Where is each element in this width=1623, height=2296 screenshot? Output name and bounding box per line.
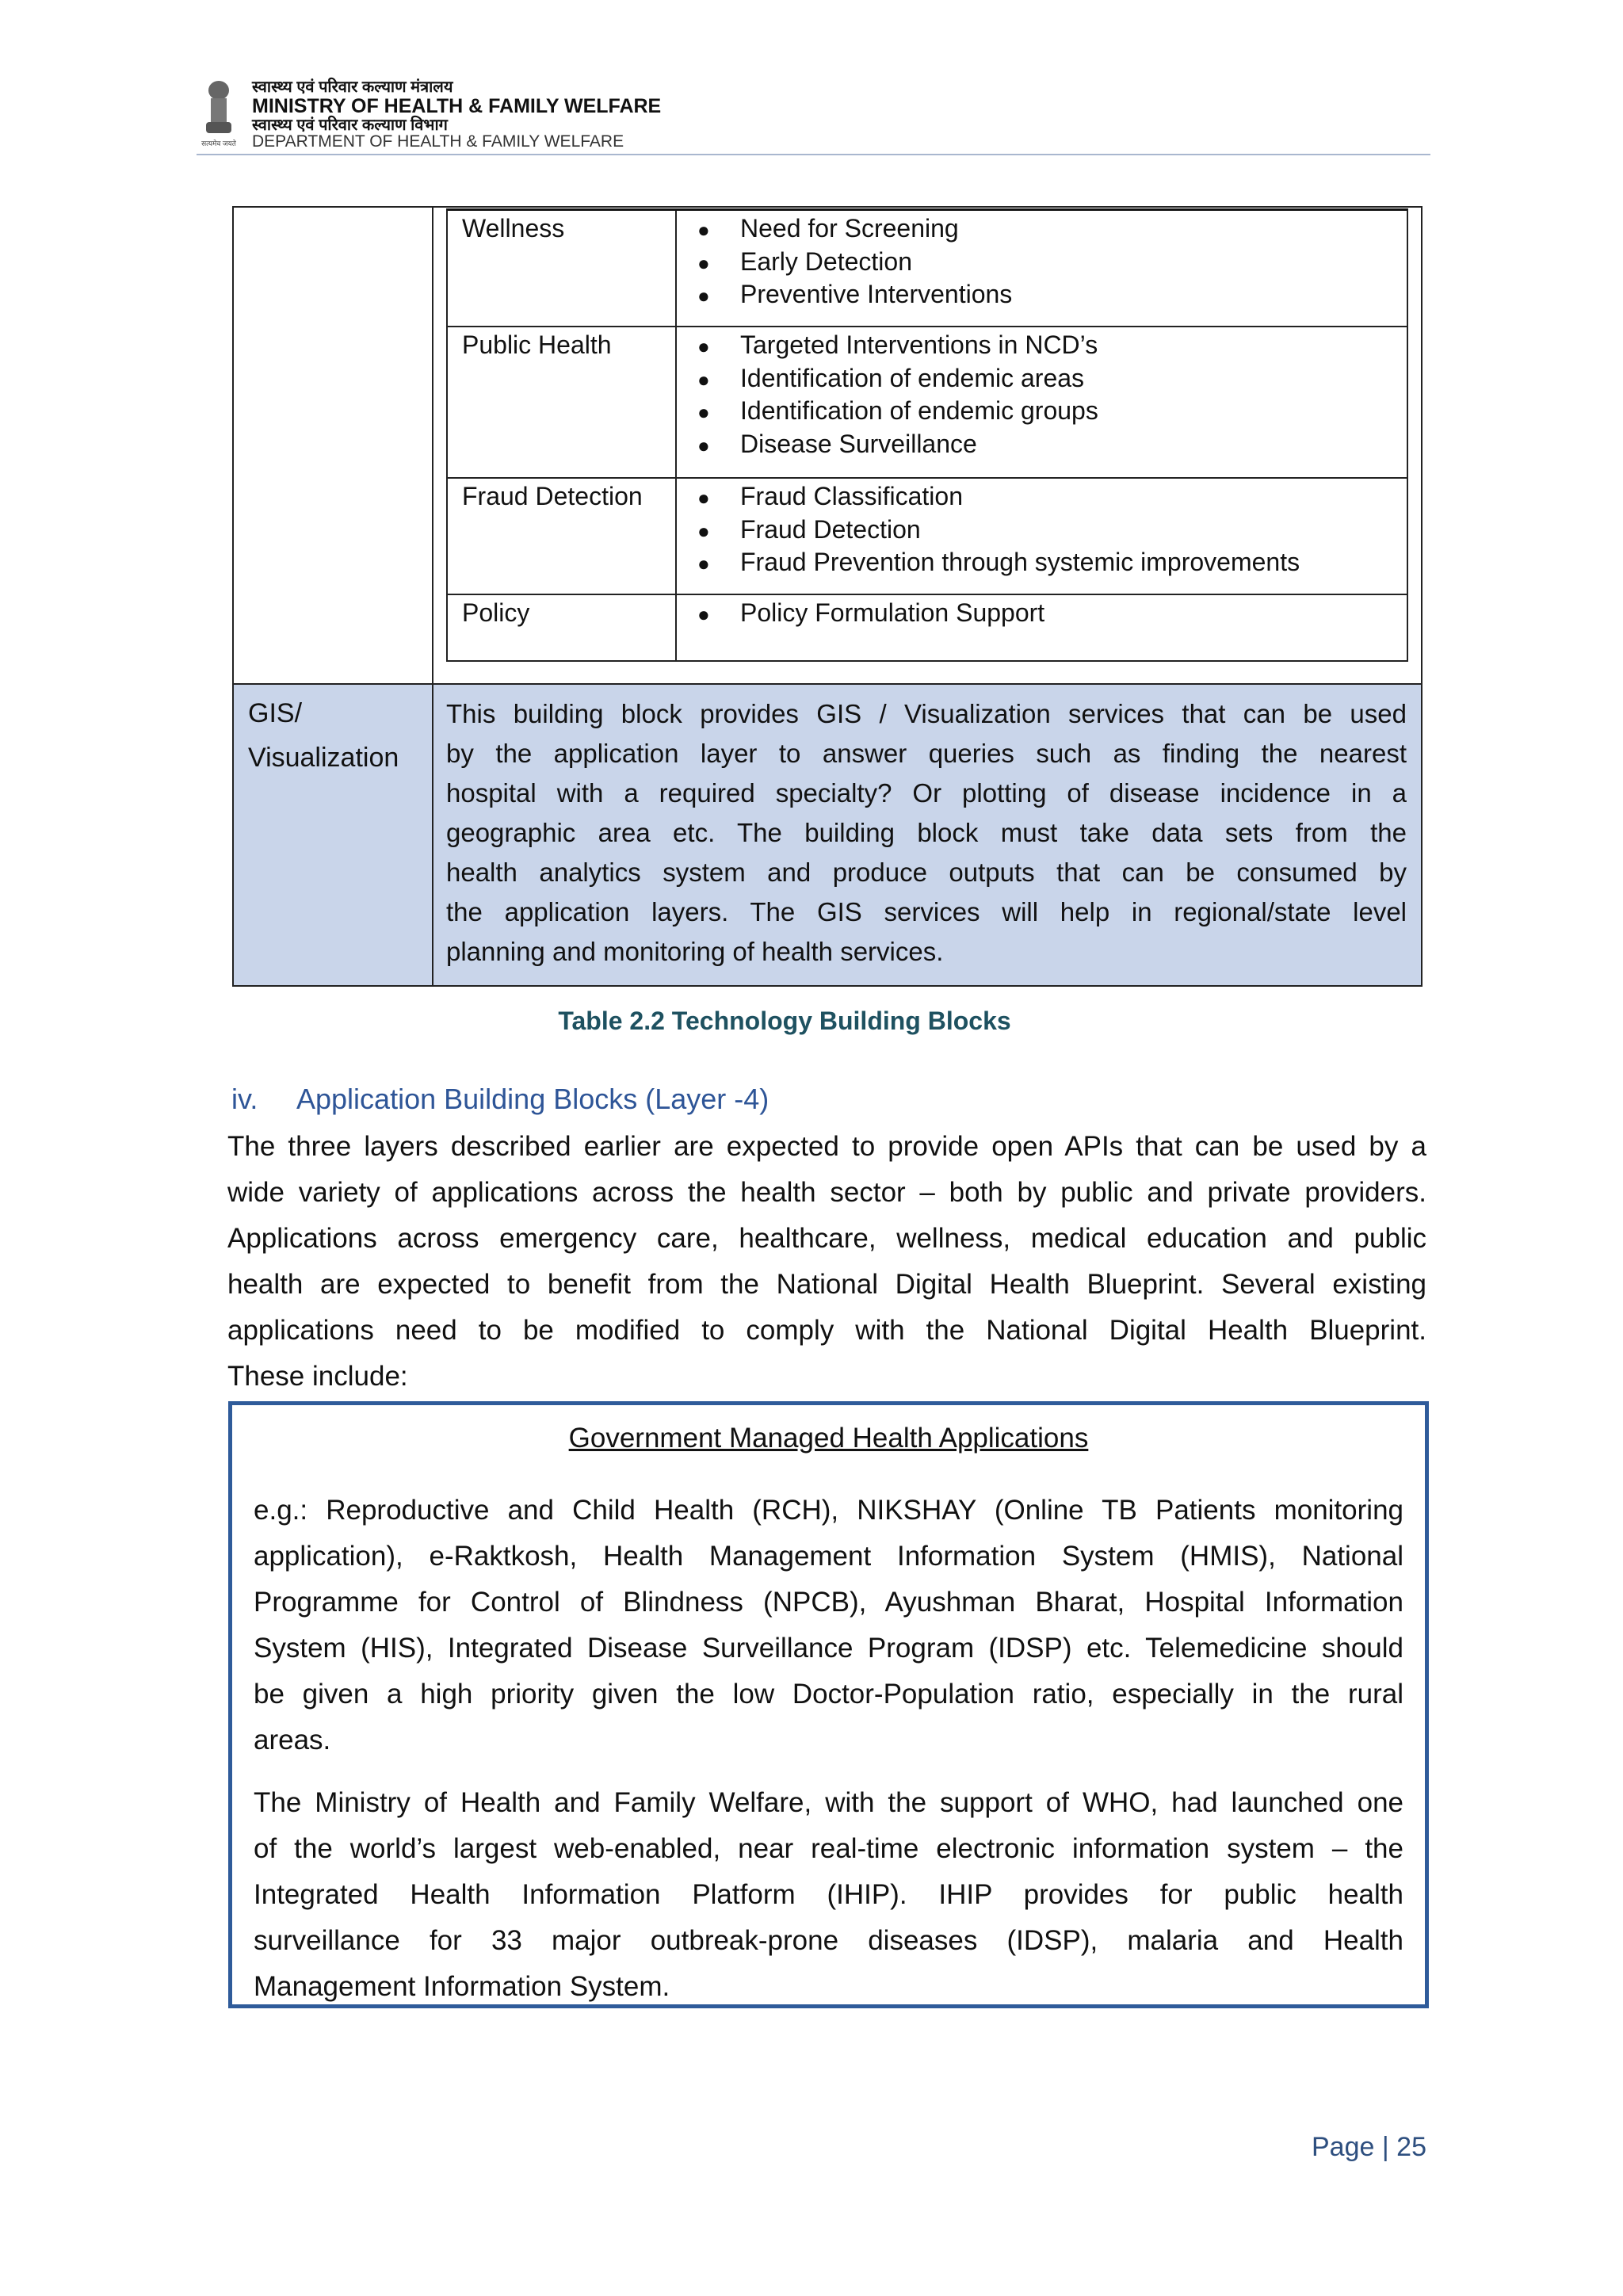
bullet-icon: ● [697,433,710,457]
list-item-text: Need for Screening [740,214,959,243]
list-item [697,278,1012,311]
text-line: e.g.: Reproductive and Child Health (RCH), NIKSHAY (Online TB Patients monitoring [254,1495,1403,1526]
text-line: health are expected to benefit from the National Digital Health Blueprint. Several existing [227,1269,1426,1300]
text-line: the application layers. The GIS services will help in regional/state level [446,897,1407,926]
list-item [697,329,1098,362]
page-separator: | [1381,2132,1389,2162]
gis-label [248,691,399,780]
text-line: application), e-Raktkosh, Health Management Information System (HMIS), National [254,1541,1403,1572]
text-line: health analytics system and produce outputs that can be consumed by [446,858,1407,887]
department-hindi: स्वास्थ्य एवं परिवार कल्याण विभाग [252,117,448,134]
list-item [697,212,1012,246]
table-row [448,595,1407,660]
row-category: Fraud Detection [462,482,643,510]
gis-label-line: Visualization [248,743,399,773]
gis-description [446,694,1407,972]
bullet-list [697,329,1098,460]
bullet-icon: ● [697,367,710,392]
bullet-icon: ● [697,334,710,358]
table-row [448,211,1407,327]
bullet-icon: ● [697,218,710,242]
list-item-text: Identification of endemic areas [740,363,1085,392]
bullet-icon: ● [697,400,710,424]
list-item-text: Fraud Classification [740,482,963,510]
column-divider [675,479,677,594]
analytics-subtable [446,208,1408,662]
text-line: areas. [254,1725,331,1755]
table-row [448,479,1407,595]
ministry-name: MINISTRY OF HEALTH & FAMILY WELFARE [252,95,662,117]
text-line: surveillance for 33 major outbreak-prone diseases (IDSP), malaria and Health [254,1925,1403,1956]
department-name: DEPARTMENT OF HEALTH & FAMILY WELFARE [252,132,624,151]
list-item-text: Identification of endemic groups [740,396,1098,425]
list-item-text: Targeted Interventions in NCD’s [740,330,1098,359]
header-divider [197,154,1430,155]
list-item-text: Policy Formulation Support [740,598,1045,627]
list-item [697,428,1098,461]
text-line: by the application layer to answer queries such as finding the nearest [446,739,1407,768]
gis-visualization-row [234,683,1421,985]
page-label: Page [1312,2132,1375,2162]
page-number [1312,2132,1426,2163]
text-line: The Ministry of Health and Family Welfare, with the support of WHO, had launched one [254,1787,1403,1818]
row-category: Policy [462,598,530,627]
bullet-icon: ● [697,552,710,575]
column-divider [675,327,677,477]
section-title: Application Building Blocks (Layer -4) [296,1083,769,1115]
bullet-icon: ● [697,284,710,308]
row-category: Wellness [462,214,565,243]
gis-label-line: GIS/ [248,698,303,728]
box-paragraph-2 [254,1780,1403,2010]
list-item [697,514,1300,547]
column-divider [432,685,433,985]
national-emblem-logo [198,78,239,151]
list-item [697,480,1300,514]
list-item [697,246,1012,279]
section-paragraph [227,1124,1426,1400]
text-line: applications need to be modified to comply with the National Digital Health Blueprint. [227,1315,1426,1346]
text-line: be given a high priority given the low Doctor-Population ratio, especially in the rural [254,1679,1403,1710]
text-line: Programme for Control of Blindness (NPCB), Ayushman Bharat, Hospital Information [254,1587,1403,1618]
text-line: Applications across emergency care, healthcare, wellness, medical education and public [227,1223,1426,1254]
column-divider [675,595,677,660]
text-line: Integrated Health Information Platform (IHIP). IHIP provides for public health [254,1879,1403,1910]
box-title: Government Managed Health Applications [568,1423,1089,1454]
text-line: of the world’s largest web-enabled, near real-time electronic information system – the [254,1833,1403,1864]
bullet-icon: ● [697,486,710,510]
list-item [697,395,1098,428]
column-divider [675,211,677,326]
bullet-icon: ● [697,250,710,275]
ministry-hindi: स्वास्थ्य एवं परिवार कल्याण मंत्रालय [252,78,453,96]
government-applications-box [228,1401,1429,2008]
text-line: geographic area etc. The building block must take data sets from the [446,818,1407,847]
bullet-list [697,480,1300,579]
list-item-text: Fraud Detection [740,514,921,544]
row-category: Public Health [462,330,612,359]
table-caption: Table 2.2 Technology Building Blocks [558,1007,1011,1035]
bullet-icon: ● [697,602,710,626]
bullet-list [697,212,1012,311]
text-line: This building block provides GIS / Visualization services that can be used [446,699,1407,728]
list-item-text: Disease Surveillance [740,429,977,458]
box-paragraph-1 [254,1488,1403,1763]
list-item-text: Early Detection [740,246,912,276]
list-item-text: Fraud Prevention through systemic improvements [740,548,1300,576]
list-item [697,546,1300,579]
list-item [697,597,1044,630]
text-line: The three layers described earlier are expected to provide open APIs that can be used by a [227,1131,1426,1162]
text-line: Management Information System. [254,1971,670,2002]
list-item [697,362,1098,395]
text-line: These include: [227,1361,408,1392]
bullet-icon: ● [697,518,710,543]
emblem-motto: सत्यमेव जयते [201,139,236,147]
page-number-value: 25 [1396,2132,1426,2162]
table-row [448,327,1407,479]
text-line: System (HIS), Integrated Disease Surveillance Program (IDSP) etc. Telemedicine should [254,1633,1403,1664]
bullet-list [697,597,1044,630]
list-item-text: Preventive Interventions [740,280,1013,308]
section-heading [231,1083,769,1116]
text-line: planning and monitoring of health services. [446,937,944,966]
text-line: wide variety of applications across the health sector – both by public and private providers. [227,1177,1426,1208]
text-line: hospital with a required specialty? Or plotting of disease incidence in a [446,778,1407,808]
section-number: iv. [231,1083,258,1115]
